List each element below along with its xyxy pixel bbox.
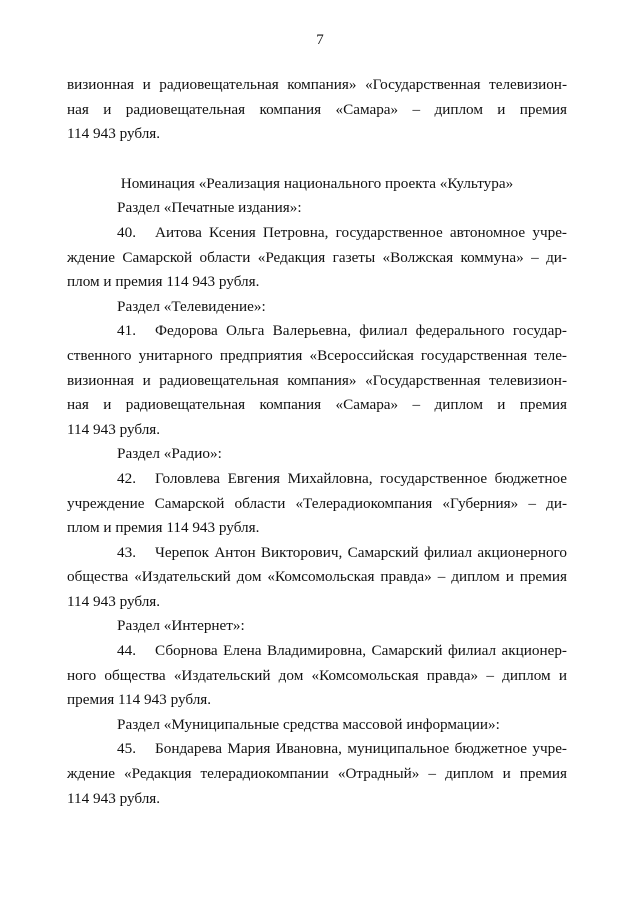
entry-text: Бондарева Мария Ивановна, муниципальное бюджетное учре- xyxy=(155,740,567,758)
section-title: Раздел «Интернет»: xyxy=(117,617,245,635)
entry-number: 44. xyxy=(117,642,136,660)
entry-text: Федорова Ольга Валерьевна, филиал федерального государ- xyxy=(155,322,567,340)
document-body xyxy=(67,73,567,811)
text-line: ного общества «Издательский дом «Комсомольская правда» – диплом и xyxy=(67,666,567,684)
entry-text: Головлева Евгения Михайловна, государственное бюджетное xyxy=(155,469,567,487)
text-line: ная и радиовещательная компания «Самара» – диплом и премия xyxy=(67,100,567,118)
entry-first-line xyxy=(67,319,567,344)
entry-first-line xyxy=(67,221,567,246)
entry-first-line xyxy=(67,467,567,492)
text-line: 114 943 рубля. xyxy=(67,420,161,438)
section-title: Раздел «Телевидение»: xyxy=(117,297,266,315)
text-line: премия 114 943 рубля. xyxy=(67,691,212,709)
entry-first-line xyxy=(67,541,567,566)
entry-first-line xyxy=(67,639,567,664)
entry-number: 43. xyxy=(117,543,136,561)
text-line: учреждение Самарской области «Телерадиокомпания «Губерния» – ди- xyxy=(67,494,567,512)
text-line: ждение Самарской области «Редакция газеты «Волжская коммуна» – ди- xyxy=(67,248,567,266)
entry-number: 40. xyxy=(117,223,136,241)
text-line: визионная и радиовещательная компания» «Государственная телевизион- xyxy=(67,76,567,93)
entry-text: Черепок Антон Викторович, Самарский филиал акционерного xyxy=(155,543,567,561)
section-title: Раздел «Радио»: xyxy=(117,445,222,463)
entry-text: Аитова Ксения Петровна, государственное автономное учре- xyxy=(155,223,567,241)
text-line: ная и радиовещательная компания «Самара» – диплом и премия xyxy=(67,396,567,414)
text-line: ственного унитарного предприятия «Всероссийская государственная теле- xyxy=(67,346,567,364)
entry-number: 45. xyxy=(117,740,136,758)
text-line: визионная и радиовещательная компания» «Государственная телевизион- xyxy=(67,371,567,389)
text-line: плом и премия 114 943 рубля. xyxy=(67,273,260,291)
text-line: 114 943 рубля. xyxy=(67,125,161,143)
entry-text: Сборнова Елена Владимировна, Самарский филиал акционер- xyxy=(155,642,567,660)
text-line: плом и премия 114 943 рубля. xyxy=(67,519,260,537)
nomination-title: Номинация «Реализация национального проекта «Культура» xyxy=(120,174,514,192)
page-number: 7 xyxy=(316,32,324,48)
text-line: ждение «Редакция телерадиокомпании «Отрадный» – диплом и премия xyxy=(67,765,567,783)
entry-first-line xyxy=(67,737,567,762)
entry-number: 41. xyxy=(117,322,136,340)
text-line: общества «Издательский дом «Комсомольская правда» – диплом и премия xyxy=(67,568,567,586)
text-line: 114 943 рубля. xyxy=(67,592,161,610)
section-title: Раздел «Муниципальные средства массовой информации»: xyxy=(117,715,500,733)
section-title: Раздел «Печатные издания»: xyxy=(117,199,302,217)
text-line: 114 943 рубля. xyxy=(67,789,161,807)
entry-number: 42. xyxy=(117,469,136,487)
